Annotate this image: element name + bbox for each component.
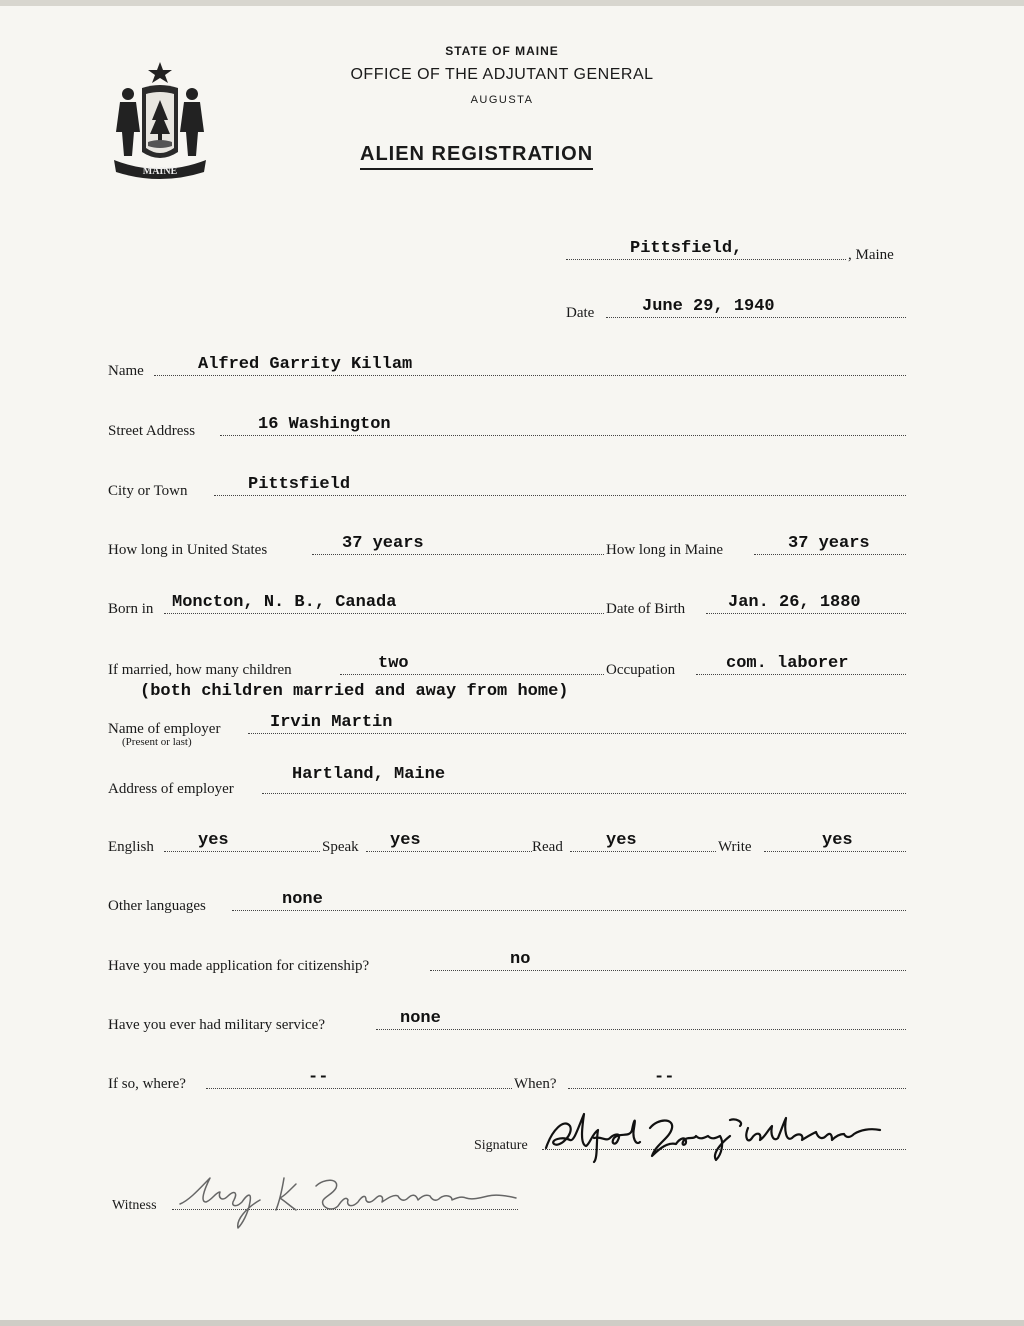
place-value: Pittsfield, [630, 239, 743, 258]
occupation-line [696, 674, 906, 675]
language-row [108, 832, 908, 856]
military-field [108, 1010, 908, 1034]
dob-label: Date of Birth [606, 601, 686, 617]
write-line [764, 851, 906, 852]
english-label: English [108, 839, 154, 855]
place-field [566, 240, 908, 264]
date-line [606, 317, 906, 318]
other-languages-line [232, 910, 906, 911]
birth-row [108, 594, 908, 618]
city-line [214, 495, 906, 496]
date-value: June 29, 1940 [642, 297, 775, 316]
witness-signature [176, 1166, 526, 1230]
name-label: Name [108, 363, 144, 379]
born-line [164, 613, 604, 614]
header-city: AUGUSTA [470, 94, 534, 106]
scan-edge-bottom [0, 1320, 1024, 1326]
born-value: Moncton, N. B., Canada [172, 593, 397, 612]
maine-duration-line [754, 554, 906, 555]
when-label: When? [514, 1076, 557, 1092]
place-line [566, 259, 846, 260]
read-value: yes [606, 831, 637, 850]
where-line [206, 1088, 512, 1089]
children-note: (both children married and away from home) [140, 682, 569, 701]
citizenship-line [430, 970, 906, 971]
employer-value: Irvin Martin [270, 713, 393, 732]
header-office: OFFICE OF THE ADJUTANT GENERAL [350, 66, 654, 83]
children-label: If married, how many children [108, 662, 292, 678]
us-duration-label: How long in United States [108, 542, 268, 558]
seal-banner-text: MAINE [142, 166, 178, 177]
city-field [108, 476, 908, 500]
citizenship-value: no [510, 950, 531, 969]
other-languages-label: Other languages [108, 898, 206, 914]
street-label: Street Address [108, 423, 196, 439]
children-value: two [378, 654, 409, 673]
english-value: yes [198, 831, 229, 850]
employer-label: Name of employer [108, 721, 221, 737]
dob-value: Jan. 26, 1880 [728, 593, 861, 612]
speak-value: yes [390, 831, 421, 850]
city-value: Pittsfield [248, 475, 351, 494]
maine-duration-label: How long in Maine [606, 542, 724, 558]
employer-field [108, 714, 908, 738]
employer-line [248, 733, 906, 734]
speak-label: Speak [322, 839, 359, 855]
when-value: -- [654, 1068, 675, 1087]
name-value: Alfred Garrity Killam [198, 355, 413, 374]
name-line [154, 375, 906, 376]
where-label: If so, where? [108, 1076, 186, 1092]
applicant-signature [540, 1108, 890, 1164]
employer-address-field [108, 765, 908, 798]
military-label: Have you ever had military service? [108, 1017, 325, 1033]
children-line [340, 674, 604, 675]
read-label: Read [532, 839, 563, 855]
when-line [568, 1088, 906, 1089]
military-value: none [400, 1009, 441, 1028]
citizenship-label: Have you made application for citizenship? [108, 958, 370, 974]
name-field [108, 356, 908, 380]
military-line [376, 1029, 906, 1030]
occupation-label: Occupation [606, 662, 676, 678]
other-languages-value: none [282, 890, 323, 909]
occupation-value: com. laborer [726, 654, 849, 673]
scan-edge-top [0, 0, 1024, 6]
street-field [108, 416, 908, 440]
street-value: 16 Washington [258, 415, 391, 434]
other-languages-field [108, 891, 908, 915]
born-label: Born in [108, 601, 154, 617]
maine-duration-value: 37 years [788, 534, 870, 553]
us-duration-value: 37 years [342, 534, 424, 553]
date-label: Date [566, 305, 595, 321]
where-value: -- [308, 1068, 329, 1087]
citizenship-field [108, 951, 908, 975]
service-detail-row [108, 1069, 908, 1093]
speak-line [366, 851, 532, 852]
write-label: Write [718, 839, 752, 855]
dob-line [706, 613, 906, 614]
header-state: STATE OF MAINE [445, 44, 559, 58]
read-line [570, 851, 716, 852]
street-line [220, 435, 906, 436]
place-suffix: , Maine [848, 247, 894, 263]
form-title: ALIEN REGISTRATION [360, 143, 593, 170]
us-duration-line [312, 554, 604, 555]
employer-address-label: Address of employer [108, 781, 234, 797]
date-field [566, 298, 908, 322]
duration-row [108, 535, 908, 559]
children-row [108, 655, 908, 679]
witness-label: Witness [112, 1198, 157, 1213]
employer-sublabel: (Present or last) [122, 736, 192, 748]
employer-address-line [262, 793, 906, 794]
write-value: yes [822, 831, 853, 850]
signature-label: Signature [474, 1138, 528, 1153]
city-label: City or Town [108, 483, 188, 499]
employer-address-value: Hartland, Maine [292, 765, 446, 784]
english-line [164, 851, 320, 852]
